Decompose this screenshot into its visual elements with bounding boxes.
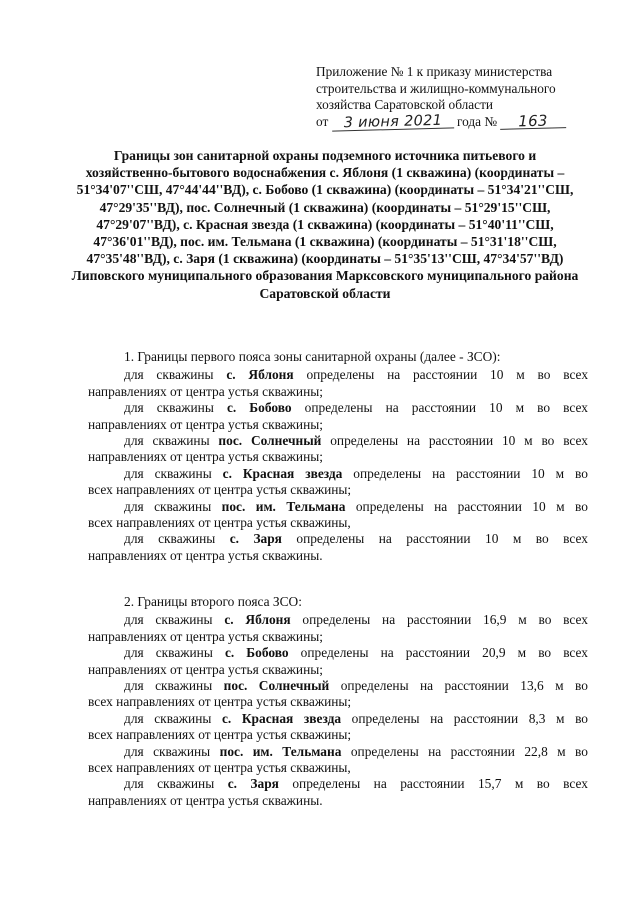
item-continuation: всех направлениях от центра устья скважины, (88, 760, 351, 776)
from-label: от (316, 113, 329, 129)
item-first-line-text: определены на расстоянии 22,8 м во (350, 743, 588, 759)
item-first-line (88, 466, 588, 482)
list-item (88, 711, 588, 744)
item-place-name: с. Яблоня (224, 612, 291, 628)
list-item (88, 400, 588, 433)
item-first-line (88, 433, 588, 449)
item-first-line-text: определены на расстоянии 13,6 м во (340, 678, 588, 694)
item-prefix: для скважины (124, 678, 213, 694)
item-place-name: с. Бобово (226, 400, 292, 416)
item-first-line (88, 645, 588, 661)
item-place-name: пос. Солнечный (218, 433, 322, 449)
item-continuation: всех направлениях от центра устья скважины; (88, 694, 352, 710)
item-prefix: для скважины (124, 743, 211, 759)
item-first-line-text: определены на расстоянии 10 м во всех (306, 367, 589, 383)
item-first-line (88, 612, 588, 628)
item-first-line-text: определены на расстоянии 16,9 м во всех (302, 612, 588, 628)
item-continuation: направлениях от центра устья скважины. (88, 792, 323, 808)
item-continuation: всех направлениях от центра устья скважины; (88, 482, 352, 498)
item-continuation: направлениях от центра устья скважины; (88, 416, 323, 432)
item-first-line (88, 711, 588, 727)
item-continuation: направлениях от центра устья скважины. (88, 547, 323, 563)
item-continuation: всех направлениях от центра устья скважины, (88, 515, 351, 531)
item-prefix: для скважины (124, 367, 214, 383)
item-first-line (88, 367, 588, 383)
item-place-name: с. Бобово (224, 645, 289, 661)
item-continuation: направлениях от центра устья скважины; (88, 661, 323, 677)
section-items (88, 367, 588, 564)
appendix-line-2: строительства и жилищно-коммунального (316, 80, 556, 96)
section-heading: 2. Границы второго пояса ЗСО: (124, 594, 302, 609)
list-item (88, 744, 588, 777)
item-prefix: для скважины (124, 465, 212, 481)
item-prefix: для скважины (124, 612, 213, 628)
item-place-name: пос. им. Тельмана (219, 743, 342, 759)
document-title: Границы зон санитарной охраны подземного источника питьевого и хозяйственно-бытового водоснабжения с. Яблоня (1 скважина) (координаты – 51°34'07''СШ, 47°44'44''ВД), с. Бобово (1 скважина) (координаты – 51°34'21''СШ, 47°29'35''ВД), пос. Солнечный (1 скважина) (координаты – 51°29'15''СШ, 47°29'07''ВД), с. Красная звезда (1 скважина) (координаты – 51°40'11''СШ, 47°36'01''ВД), пос. им. Тельмана (1 скважина) (координаты – 51°31'18''СШ, 47°35'48''ВД), с. Заря (1 скважина) (координаты – 51°35'13''СШ, 47°34'57''ВД) Липовского муниципального образования Марксовского муниципального района Саратовской области (71, 148, 579, 301)
item-first-line-text: определены на расстоянии 10 м во всех (296, 531, 588, 547)
item-prefix: для скважины (124, 645, 213, 661)
item-first-line-text: определены на расстоянии 10 м во (355, 498, 588, 514)
appendix-block (316, 64, 616, 130)
section-items (88, 612, 588, 809)
item-place-name: с. Красная звезда (221, 710, 342, 726)
list-item (88, 367, 588, 400)
item-place-name: с. Заря (227, 776, 279, 792)
item-place-name: с. Красная звезда (222, 465, 343, 481)
item-continuation: всех направлениях от центра устья скважины; (88, 727, 352, 743)
item-continuation: направлениях от центра устья скважины; (88, 383, 323, 399)
item-first-line-text: определены на расстоянии 20,9 м во всех (300, 645, 589, 661)
item-place-name: с. Заря (229, 531, 282, 547)
item-place-name: пос. им. Тельмана (221, 498, 346, 514)
item-first-line (88, 499, 588, 515)
list-item (88, 776, 588, 809)
list-item (88, 499, 588, 532)
item-first-line (88, 531, 588, 547)
item-first-line-text: определены на расстоянии 10 м во всех (330, 433, 589, 449)
item-prefix: для скважины (124, 710, 212, 726)
handwritten-date: 3 июня 2021 (331, 113, 453, 131)
appendix-line-3: хозяйства Саратовской области (316, 97, 494, 113)
item-first-line (88, 744, 588, 760)
item-first-line (88, 776, 588, 792)
item-prefix: для скважины (124, 776, 215, 792)
list-item (88, 531, 588, 564)
item-prefix: для скважины (124, 531, 216, 547)
item-prefix: для скважины (124, 498, 212, 514)
item-prefix: для скважины (124, 433, 210, 449)
item-first-line-text: определены на расстоянии 15,7 м во всех (292, 776, 588, 792)
list-item (88, 612, 588, 645)
item-first-line (88, 400, 588, 416)
appendix-line-1: Приложение № 1 к приказу министерства (316, 64, 553, 79)
year-label: года № (456, 113, 498, 129)
item-first-line-text: определены на расстоянии 10 м во всех (304, 400, 588, 416)
item-place-name: пос. Солнечный (223, 678, 330, 694)
item-first-line (88, 678, 588, 694)
section-heading: 1. Границы первого пояса зоны санитарной охраны (далее - ЗСО): (124, 349, 501, 364)
item-prefix: для скважины (124, 400, 214, 416)
section-second-belt (88, 594, 588, 809)
item-continuation: направлениях от центра устья скважины; (88, 449, 323, 465)
item-continuation: направлениях от центра устья скважины; (88, 628, 323, 644)
item-first-line-text: определены на расстоянии 8,3 м во (351, 710, 589, 726)
item-first-line-text: определены на расстоянии 10 м во (353, 465, 588, 481)
list-item (88, 645, 588, 678)
section-first-belt (88, 349, 588, 564)
appendix-date-line (316, 111, 616, 132)
list-item (88, 433, 588, 466)
handwritten-order-number: 163 (500, 113, 566, 130)
item-place-name: с. Яблоня (226, 367, 294, 383)
list-item (88, 466, 588, 499)
list-item (88, 678, 588, 711)
